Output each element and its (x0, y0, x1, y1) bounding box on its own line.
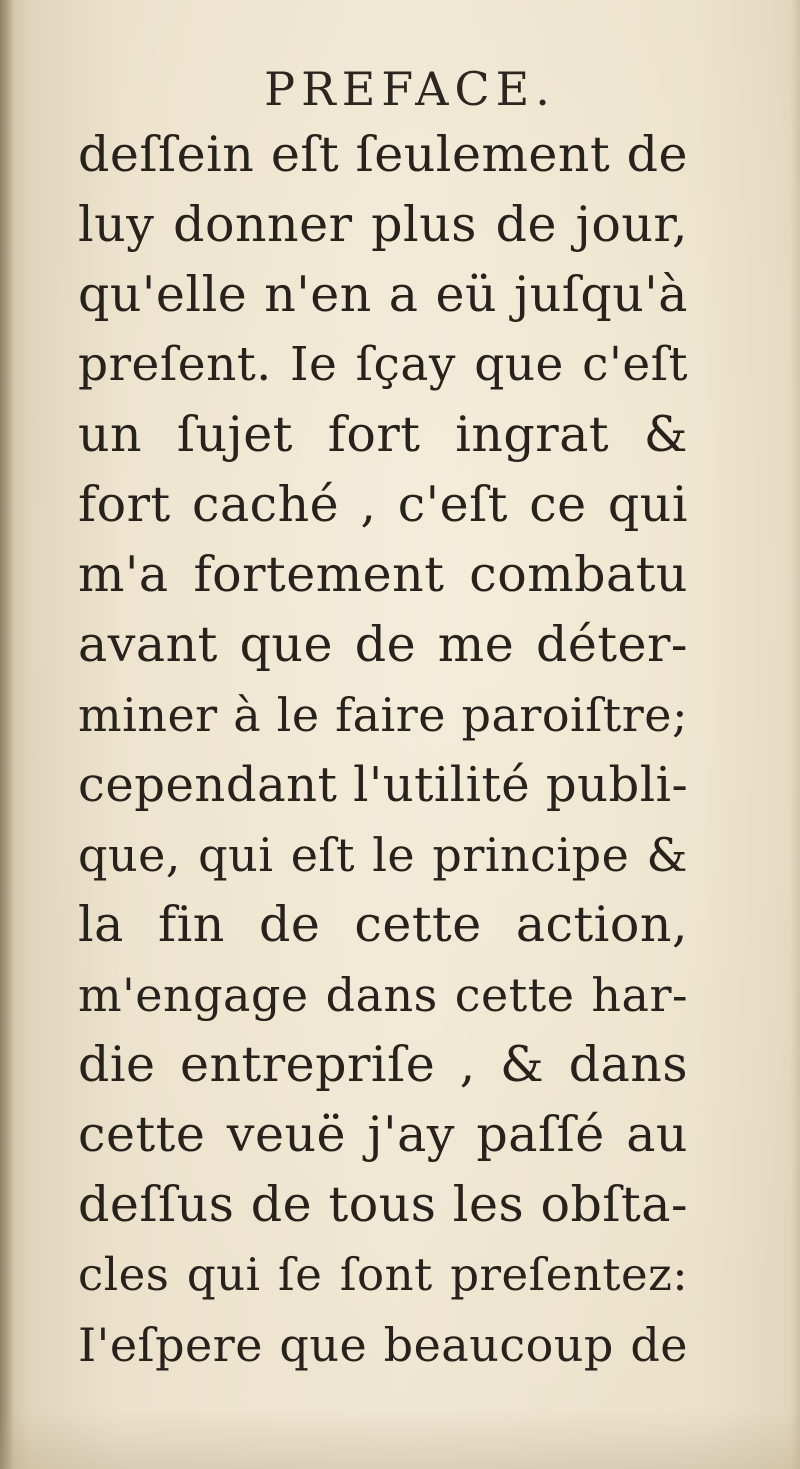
text-line: preſent. Ie ſçay que c'eſt (78, 337, 688, 392)
text-line: deſſus de tous les obſta- (78, 1176, 688, 1233)
text-line: die entrepriſe , & dans (78, 1036, 688, 1093)
text-line: qu'elle n'en a eü juſqu'à (78, 266, 688, 323)
text-line: que, qui eſt le principe & (78, 828, 688, 882)
body-text (78, 120, 688, 1380)
text-line: fort caché , c'eſt ce qui (78, 476, 688, 533)
text-line: deſſein eſt ſeulement de (78, 126, 688, 183)
text-line: cette veuë j'ay paſſé au (78, 1106, 688, 1163)
text-line: miner à le faire paroiſtre; (78, 688, 688, 742)
text-line: cependant l'utilité publi- (78, 757, 689, 813)
text-line: la fin de cette action, (78, 896, 688, 953)
text-line: I'eſpere que beaucoup de (78, 1318, 688, 1372)
text-line: un ſujet fort ingrat & (78, 406, 688, 463)
text-line: luy donner plus de jour, (78, 196, 688, 253)
running-head: PREFACE. (264, 62, 556, 116)
text-line: avant que de me déter- (78, 616, 688, 673)
text-line: m'a fortement combatu (78, 546, 688, 603)
text-line: cles qui ſe ſont preſentez: (78, 1248, 688, 1301)
text-line: m'engage dans cette har- (78, 968, 688, 1022)
